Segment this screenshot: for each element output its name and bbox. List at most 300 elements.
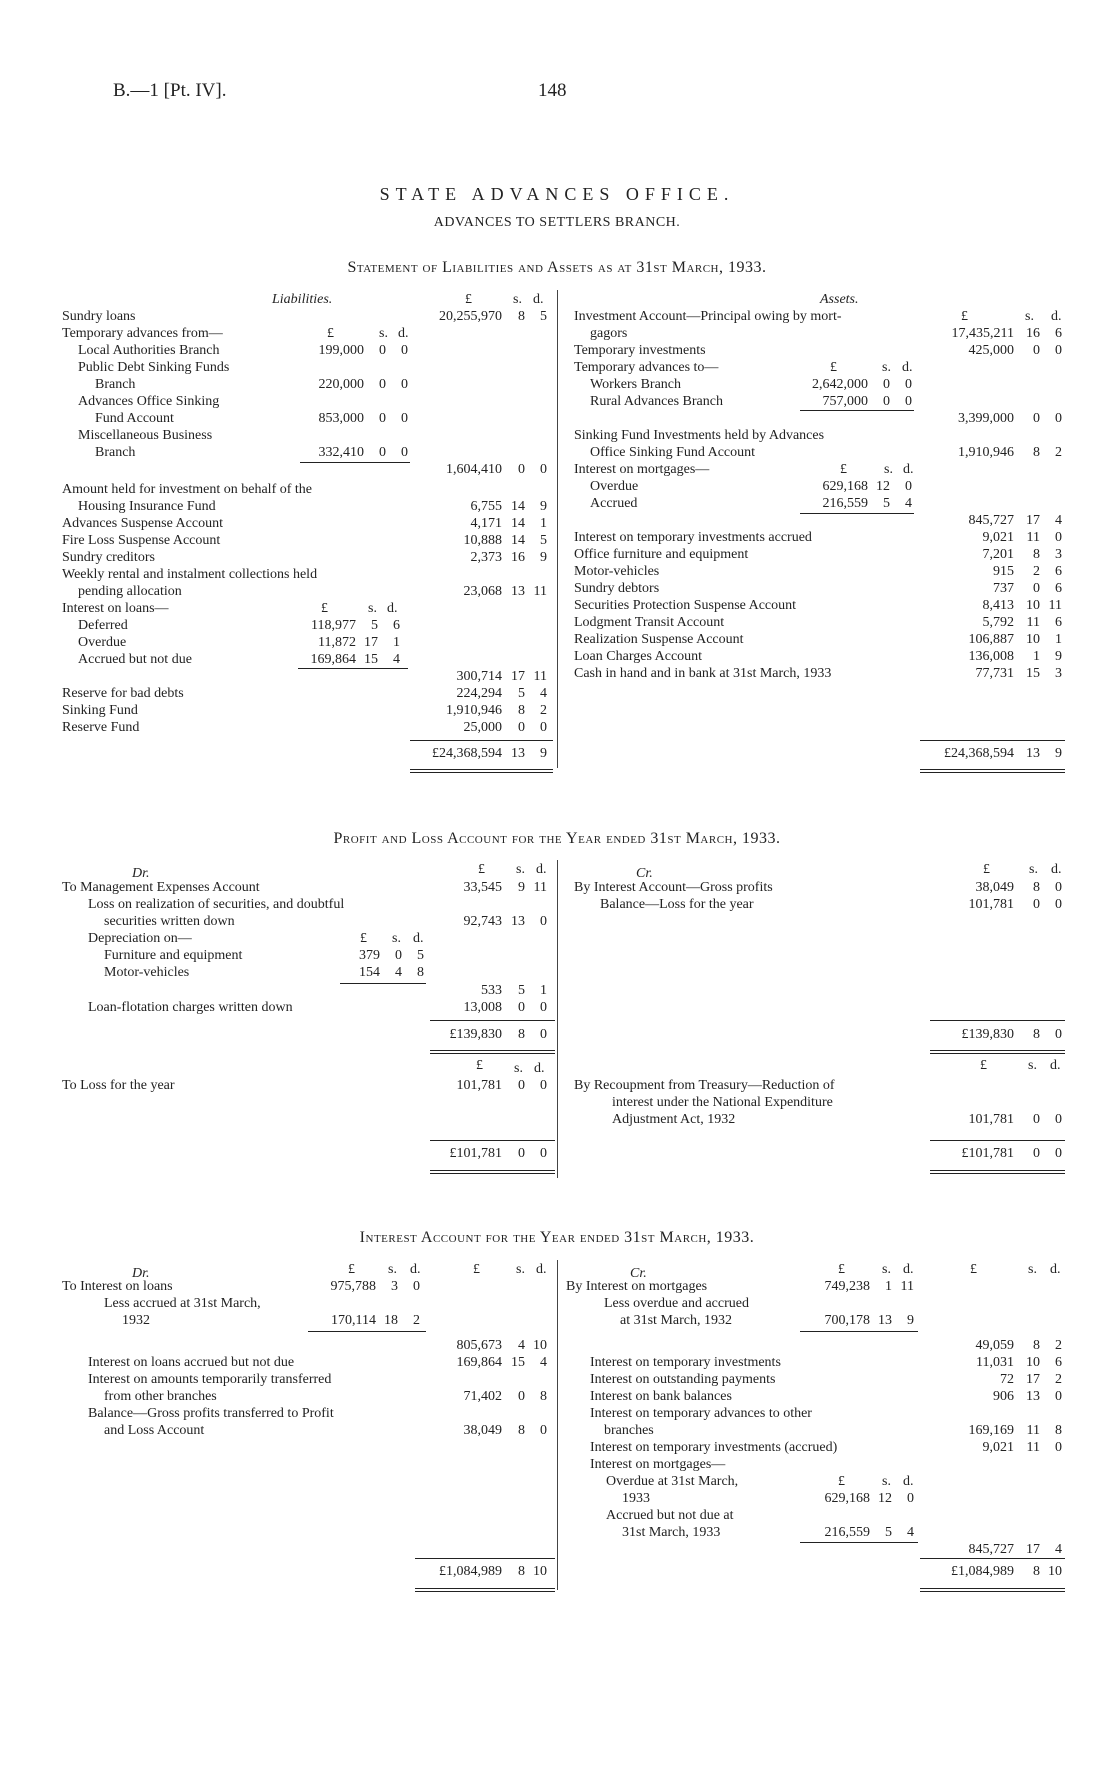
amount-shillings: 15 xyxy=(511,1355,525,1370)
amount-shillings: 0 xyxy=(379,411,386,426)
amount-pence: 8 xyxy=(540,1389,547,1404)
pl-recoup-label-cont2: Adjustment Act, 1932 xyxy=(612,1112,736,1127)
amount-pounds: 1,910,946 xyxy=(958,445,1014,460)
amount-pounds: 101,781 xyxy=(968,897,1014,912)
total-shillings: 13 xyxy=(511,746,525,761)
amount-shillings: 16 xyxy=(511,550,525,565)
amount-pounds: 4,171 xyxy=(470,516,502,531)
amount-pence: 0 xyxy=(540,1000,547,1015)
amount-pence: 2 xyxy=(1055,1338,1062,1353)
total-rule xyxy=(930,1020,1065,1021)
amount-pence: 0 xyxy=(540,914,547,929)
amount-pounds: 154 xyxy=(359,965,380,980)
currency-pound-header: £ xyxy=(321,601,328,616)
amount-pence: 9 xyxy=(540,550,547,565)
amount-pounds: 975,788 xyxy=(330,1279,376,1294)
balance-sheet-divider xyxy=(557,290,558,768)
amount-pence: 8 xyxy=(417,965,424,980)
currency-pound-header: £ xyxy=(327,326,334,341)
amount-pence: 8 xyxy=(1055,1423,1062,1438)
amount-pounds: 169,169 xyxy=(968,1423,1014,1438)
total-pounds: £1,084,989 xyxy=(951,1564,1014,1579)
amount-shillings: 0 xyxy=(518,720,525,735)
liab-amount-held-label: Amount held for investment on behalf of the xyxy=(62,482,312,497)
currency-shilling-header: s. xyxy=(516,1262,525,1277)
amount-pounds: 77,731 xyxy=(975,666,1014,681)
amount-pence: 0 xyxy=(401,343,408,358)
amount-pence: 0 xyxy=(401,377,408,392)
amount-pence: 2 xyxy=(1055,1372,1062,1387)
total-double-rule xyxy=(430,1050,555,1054)
liab-aosf-label-cont: Fund Account xyxy=(95,411,174,426)
balance-sheet-title: Statement of Liabilities and Assets as at 31st March, 1933. xyxy=(347,259,767,276)
subtotal-rule xyxy=(800,1542,918,1543)
amount-pence: 0 xyxy=(540,1423,547,1438)
amount-pounds: 92,743 xyxy=(463,914,502,929)
subtotal-rule xyxy=(308,1331,426,1332)
amount-pence: 11 xyxy=(533,669,547,684)
amount-shillings: 5 xyxy=(885,1525,892,1540)
total-double-rule xyxy=(920,769,1065,773)
amount-pounds: 737 xyxy=(993,581,1014,596)
asset-motor-label: Motor-vehicles xyxy=(574,564,660,579)
currency-shilling-header: s. xyxy=(379,326,388,341)
asset-workers-label: Workers Branch xyxy=(590,377,682,392)
amount-pence: 0 xyxy=(1055,1389,1062,1404)
pl-loss-label: Loss on realization of securities, and doubtful xyxy=(88,897,345,912)
ia-cr-accrued-label-cont: 31st March, 1933 xyxy=(622,1525,721,1540)
total-double-rule xyxy=(930,1050,1065,1054)
amount-pence: 4 xyxy=(540,1355,547,1370)
amount-shillings: 11 xyxy=(1026,1423,1040,1438)
ia-cr-mortgages2-label: Interest on mortgages— xyxy=(590,1457,726,1472)
amount-pounds: 169,864 xyxy=(310,652,356,667)
amount-pence: 0 xyxy=(540,1078,547,1093)
currency-shilling-header: s. xyxy=(882,360,891,375)
currency-shilling-header: s. xyxy=(1029,862,1038,877)
amount-shillings: 11 xyxy=(1026,615,1040,630)
amount-pence: 0 xyxy=(1055,1440,1062,1455)
asset-temp-advances-label: Temporary advances to— xyxy=(574,360,719,375)
amount-shillings: 8 xyxy=(518,1423,525,1438)
currency-pound-header: £ xyxy=(465,292,472,307)
amount-pence: 10 xyxy=(533,1338,547,1353)
total-pounds: £139,830 xyxy=(449,1027,502,1042)
currency-pence-header: d. xyxy=(533,292,544,307)
total-pounds: £1,084,989 xyxy=(439,1564,502,1579)
subtotal-rule xyxy=(300,462,410,463)
amount-pounds: 8,413 xyxy=(982,598,1014,613)
amount-pence: 4 xyxy=(1055,1542,1062,1557)
amount-pence: 4 xyxy=(907,1525,914,1540)
amount-shillings: 1 xyxy=(1033,649,1040,664)
currency-pence-header: d. xyxy=(903,462,914,477)
total-pence: 9 xyxy=(1055,746,1062,761)
amount-pounds: 5,792 xyxy=(982,615,1014,630)
ia-balance-label: Balance—Gross profits transferred to Profit xyxy=(88,1406,334,1421)
currency-pound-header: £ xyxy=(970,1262,977,1277)
total-rule xyxy=(920,1558,1065,1559)
ia-amounts-label-cont: from other branches xyxy=(104,1389,217,1404)
subtotal-rule xyxy=(800,1331,918,1332)
currency-pound-header: £ xyxy=(348,1262,355,1277)
total-pounds: £101,781 xyxy=(449,1146,502,1161)
currency-pence-header: d. xyxy=(1050,1058,1061,1073)
amount-shillings: 0 xyxy=(1033,581,1040,596)
amount-pounds: 853,000 xyxy=(318,411,364,426)
ia-cr-branches-label: Interest on temporary advances to other xyxy=(590,1406,812,1421)
amount-pence: 0 xyxy=(1055,1112,1062,1127)
total-shillings: 8 xyxy=(1033,1564,1040,1579)
currency-shilling-header: s. xyxy=(514,1061,523,1076)
amount-shillings: 1 xyxy=(885,1279,892,1294)
currency-shilling-header: s. xyxy=(513,292,522,307)
amount-pounds: 629,168 xyxy=(824,1491,870,1506)
ia-cr-outstanding-label: Interest on outstanding payments xyxy=(590,1372,776,1387)
amount-pounds: 11,031 xyxy=(976,1355,1014,1370)
amount-shillings: 17 xyxy=(364,635,378,650)
liab-deferred-label: Deferred xyxy=(78,618,128,633)
amount-shillings: 11 xyxy=(1026,1440,1040,1455)
amount-pounds: 6,755 xyxy=(470,499,502,514)
amount-pounds: 71,402 xyxy=(463,1389,502,1404)
amount-pounds: 101,781 xyxy=(456,1078,502,1093)
liab-weekly-label: Weekly rental and instalment collections held xyxy=(62,567,318,582)
liab-bad-debts-label: Reserve for bad debts xyxy=(62,686,184,701)
asset-cash-label: Cash in hand and in bank at 31st March, 1933 xyxy=(574,666,832,681)
liab-overdue-label: Overdue xyxy=(78,635,127,650)
currency-shilling-header: s. xyxy=(516,862,525,877)
amount-pence: 11 xyxy=(1048,598,1062,613)
amount-shillings: 15 xyxy=(1026,666,1040,681)
liab-creditors-label: Sundry creditors xyxy=(62,550,155,565)
amount-pounds: 7,201 xyxy=(982,547,1014,562)
amount-pence: 0 xyxy=(905,394,912,409)
currency-shilling-header: s. xyxy=(882,1262,891,1277)
currency-shilling-header: s. xyxy=(884,462,893,477)
amount-pounds: 629,168 xyxy=(822,479,868,494)
total-pounds: £101,781 xyxy=(961,1146,1014,1161)
amount-pounds: 9,021 xyxy=(982,1440,1014,1455)
amount-pounds: 216,559 xyxy=(822,496,868,511)
amount-shillings: 14 xyxy=(511,516,525,531)
liab-reserve-label: Reserve Fund xyxy=(62,720,140,735)
currency-pence-header: d. xyxy=(410,1262,421,1277)
amount-pence: 0 xyxy=(907,1491,914,1506)
pl-dr-heading: Dr. xyxy=(132,866,150,881)
pl-mgmt-label: To Management Expenses Account xyxy=(62,880,260,895)
amount-pence: 3 xyxy=(1055,666,1062,681)
amount-shillings: 10 xyxy=(1026,632,1040,647)
amount-shillings: 0 xyxy=(883,377,890,392)
asset-lodgment-label: Lodgment Transit Account xyxy=(574,615,725,630)
pl-dep-motor-label: Motor-vehicles xyxy=(104,965,190,980)
amount-pounds: 224,294 xyxy=(456,686,502,701)
amount-pounds: 749,238 xyxy=(824,1279,870,1294)
currency-pence-header: d. xyxy=(1051,862,1062,877)
currency-pence-header: d. xyxy=(1050,1262,1061,1277)
amount-pounds: 2,373 xyxy=(470,550,502,565)
amount-pence: 0 xyxy=(540,720,547,735)
asset-realization-label: Realization Suspense Account xyxy=(574,632,744,647)
ia-cr-overdue-label: Overdue at 31st March, xyxy=(606,1474,739,1489)
total-shillings: 0 xyxy=(518,1146,525,1161)
amount-pence: 0 xyxy=(905,377,912,392)
pl-cr-heading: Cr. xyxy=(636,866,653,881)
amount-shillings: 13 xyxy=(1026,1389,1040,1404)
currency-pence-header: d. xyxy=(387,601,398,616)
ia-accrued-label: Interest on loans accrued but not due xyxy=(88,1355,295,1370)
currency-pence-header: d. xyxy=(398,326,409,341)
amount-pence: 0 xyxy=(401,411,408,426)
pl-title: Profit and Loss Account for the Year ended 31st March, 1933. xyxy=(333,830,781,847)
amount-pence: 2 xyxy=(540,703,547,718)
amount-pounds: 25,000 xyxy=(463,720,502,735)
total-rule xyxy=(415,1558,555,1559)
asset-sinking-label-cont: Office Sinking Fund Account xyxy=(590,445,756,460)
total-pence: 10 xyxy=(533,1564,547,1579)
currency-pence-header: d. xyxy=(534,1061,545,1076)
ia-cr-temp-inv-label: Interest on temporary investments xyxy=(590,1355,781,1370)
liab-temp-advances-label: Temporary advances from— xyxy=(62,326,223,341)
amount-pounds: 2,642,000 xyxy=(812,377,868,392)
amount-pence: 1 xyxy=(540,516,547,531)
liab-fire-loss-label: Fire Loss Suspense Account xyxy=(62,533,221,548)
amount-pounds: 332,410 xyxy=(318,445,364,460)
total-shillings: 8 xyxy=(1033,1027,1040,1042)
total-double-rule xyxy=(920,1588,1065,1592)
asset-temp-investments-label: Temporary investments xyxy=(574,343,706,358)
total-pence: 0 xyxy=(1055,1027,1062,1042)
amount-pounds: 906 xyxy=(993,1389,1014,1404)
amount-pence: 5 xyxy=(540,533,547,548)
currency-shilling-header: s. xyxy=(368,601,377,616)
currency-shilling-header: s. xyxy=(1028,1058,1037,1073)
currency-pound-header: £ xyxy=(961,309,968,324)
amount-pounds: 379 xyxy=(359,948,380,963)
pl-cr-interest-label: By Interest Account—Gross profits xyxy=(574,880,773,895)
asset-int-temp-label: Interest on temporary investments accrued xyxy=(574,530,812,545)
liab-interest-label: Interest on loans— xyxy=(62,601,169,616)
ia-dr-heading: Dr. xyxy=(132,1266,150,1281)
amount-pounds: 33,545 xyxy=(463,880,502,895)
liab-pdsf-label-cont: Branch xyxy=(95,377,136,392)
amount-shillings: 8 xyxy=(1033,880,1040,895)
asset-sinking-label: Sinking Fund Investments held by Advances xyxy=(574,428,825,443)
amount-pence: 1 xyxy=(540,983,547,998)
amount-shillings: 0 xyxy=(1033,897,1040,912)
total-pounds: £139,830 xyxy=(961,1027,1014,1042)
amount-shillings: 0 xyxy=(518,1000,525,1015)
amount-shillings: 10 xyxy=(1026,1355,1040,1370)
amount-pence: 0 xyxy=(1055,897,1062,912)
liab-misc-label-cont: Branch xyxy=(95,445,136,460)
ia-cr-heading: Cr. xyxy=(630,1266,647,1281)
currency-pound-header: £ xyxy=(360,931,367,946)
liab-sinking-label: Sinking Fund xyxy=(62,703,138,718)
amount-pounds: 1,910,946 xyxy=(446,703,502,718)
ia-cr-overdue-label-cont: 1933 xyxy=(622,1491,650,1506)
amount-shillings: 13 xyxy=(511,584,525,599)
ia-loans-label: To Interest on loans xyxy=(62,1279,173,1294)
amount-shillings: 4 xyxy=(518,1338,525,1353)
amount-pence: 4 xyxy=(540,686,547,701)
amount-shillings: 0 xyxy=(883,394,890,409)
amount-pence: 0 xyxy=(540,462,547,477)
asset-securities-label: Securities Protection Suspense Account xyxy=(574,598,797,613)
currency-pound-header: £ xyxy=(838,1262,845,1277)
asset-debtors-label: Sundry debtors xyxy=(574,581,660,596)
amount-shillings: 0 xyxy=(518,1389,525,1404)
amount-pounds: 220,000 xyxy=(318,377,364,392)
pl-divider xyxy=(557,860,558,1178)
amount-pounds: 845,727 xyxy=(968,513,1014,528)
amount-pounds: 3,399,000 xyxy=(958,411,1014,426)
amount-pence: 0 xyxy=(401,445,408,460)
document-reference: B.—1 [Pt. IV]. xyxy=(113,80,227,101)
currency-shilling-header: s. xyxy=(388,1262,397,1277)
total-pence: 10 xyxy=(1048,1564,1062,1579)
amount-shillings: 14 xyxy=(511,499,525,514)
asset-investment-label: Investment Account—Principal owing by mort- xyxy=(574,309,842,324)
total-shillings: 8 xyxy=(518,1027,525,1042)
amount-shillings: 0 xyxy=(518,462,525,477)
amount-shillings: 0 xyxy=(379,445,386,460)
amount-pounds: 757,000 xyxy=(822,394,868,409)
amount-shillings: 18 xyxy=(384,1313,398,1328)
subtotal-rule xyxy=(298,668,408,669)
page-number: 148 xyxy=(538,80,567,101)
amount-pence: 4 xyxy=(393,652,400,667)
currency-shilling-header: s. xyxy=(1025,309,1034,324)
currency-pence-header: d. xyxy=(413,931,424,946)
currency-shilling-header: s. xyxy=(392,931,401,946)
currency-pence-header: d. xyxy=(903,1262,914,1277)
currency-pence-header: d. xyxy=(536,862,547,877)
liab-sundry-loans-label: Sundry loans xyxy=(62,309,136,324)
amount-pounds: 1,604,410 xyxy=(446,462,502,477)
ia-amounts-label: Interest on amounts temporarily transferred xyxy=(88,1372,332,1387)
ia-less-label-cont: 1932 xyxy=(122,1313,150,1328)
amount-shillings: 0 xyxy=(1033,343,1040,358)
amount-pence: 0 xyxy=(1055,343,1062,358)
amount-pence: 1 xyxy=(393,635,400,650)
amount-shillings: 5 xyxy=(371,618,378,633)
amount-pence: 0 xyxy=(1055,530,1062,545)
asset-accrued-label: Accrued xyxy=(590,496,638,511)
amount-pounds: 11,872 xyxy=(318,635,356,650)
amount-shillings: 8 xyxy=(518,309,525,324)
total-pounds: £24,368,594 xyxy=(432,746,502,761)
pl-dep-furniture-label: Furniture and equipment xyxy=(104,948,243,963)
liabilities-heading: Liabilities. xyxy=(272,292,333,307)
amount-pence: 6 xyxy=(1055,326,1062,341)
amount-pounds: 805,673 xyxy=(456,1338,502,1353)
pl-cr-balance-label: Balance—Loss for the year xyxy=(600,897,754,912)
amount-shillings: 8 xyxy=(518,703,525,718)
amount-pounds: 13,008 xyxy=(463,1000,502,1015)
liab-suspense-label: Advances Suspense Account xyxy=(62,516,223,531)
total-rule xyxy=(920,740,1065,741)
amount-shillings: 0 xyxy=(1033,1112,1040,1127)
amount-pence: 5 xyxy=(417,948,424,963)
pl-recoup-label: By Recoupment from Treasury—Reduction of xyxy=(574,1078,835,1093)
asset-rural-label: Rural Advances Branch xyxy=(590,394,723,409)
ia-cr-less-label: Less overdue and accrued xyxy=(604,1296,749,1311)
amount-shillings: 8 xyxy=(1033,445,1040,460)
asset-furniture-label: Office furniture and equipment xyxy=(574,547,749,562)
total-shillings: 8 xyxy=(518,1564,525,1579)
currency-pound-header: £ xyxy=(473,1262,480,1277)
liab-amount-held-label-cont: Housing Insurance Fund xyxy=(78,499,216,514)
pl-depreciation-label: Depreciation on— xyxy=(88,931,192,946)
amount-shillings: 10 xyxy=(1026,598,1040,613)
total-pence: 0 xyxy=(540,1146,547,1161)
amount-shillings: 5 xyxy=(518,983,525,998)
amount-shillings: 15 xyxy=(364,652,378,667)
amount-pounds: 300,714 xyxy=(456,669,502,684)
amount-pence: 0 xyxy=(413,1279,420,1294)
amount-pence: 1 xyxy=(1055,632,1062,647)
liab-weekly-label-cont: pending allocation xyxy=(78,584,182,599)
subtotal-rule xyxy=(800,513,914,514)
total-pence: 9 xyxy=(540,746,547,761)
amount-pounds: 72 xyxy=(1000,1372,1014,1387)
liab-misc-label: Miscellaneous Business xyxy=(78,428,213,443)
currency-pound-header: £ xyxy=(478,862,485,877)
ia-cr-less-label-cont: at 31st March, 1932 xyxy=(620,1313,732,1328)
amount-shillings: 13 xyxy=(511,914,525,929)
amount-pounds: 170,114 xyxy=(331,1313,376,1328)
amount-pounds: 118,977 xyxy=(311,618,356,633)
total-double-rule xyxy=(415,1588,555,1592)
ia-cr-accrued-label: Accrued but not due at xyxy=(606,1508,734,1523)
amount-pounds: 49,059 xyxy=(975,1338,1014,1353)
amount-pounds: 915 xyxy=(993,564,1014,579)
amount-pounds: 106,887 xyxy=(968,632,1014,647)
asset-loan-charges-label: Loan Charges Account xyxy=(574,649,703,664)
amount-shillings: 0 xyxy=(379,343,386,358)
amount-pounds: 17,435,211 xyxy=(951,326,1014,341)
liab-pdsf-label: Public Debt Sinking Funds xyxy=(78,360,230,375)
amount-pence: 6 xyxy=(1055,581,1062,596)
amount-pence: 6 xyxy=(1055,615,1062,630)
amount-shillings: 8 xyxy=(1033,1338,1040,1353)
total-rule xyxy=(430,1020,555,1021)
amount-pence: 6 xyxy=(393,618,400,633)
ia-title: Interest Account for the Year ended 31st March, 1933. xyxy=(359,1229,755,1246)
currency-pound-header: £ xyxy=(830,360,837,375)
amount-shillings: 9 xyxy=(518,880,525,895)
ia-balance-label-cont: and Loss Account xyxy=(104,1423,205,1438)
currency-pence-header: d. xyxy=(1051,309,1062,324)
currency-pound-header: £ xyxy=(476,1058,483,1073)
amount-pence: 0 xyxy=(1055,411,1062,426)
liab-aosf-label: Advances Office Sinking xyxy=(78,394,220,409)
total-double-rule xyxy=(930,1170,1065,1174)
amount-pence: 3 xyxy=(1055,547,1062,562)
total-rule xyxy=(410,740,553,741)
ia-cr-mortgages-label: By Interest on mortgages xyxy=(566,1279,708,1294)
amount-pounds: 101,781 xyxy=(968,1112,1014,1127)
total-double-rule xyxy=(410,769,553,773)
ia-divider xyxy=(557,1260,558,1590)
amount-pounds: 20,255,970 xyxy=(439,309,502,324)
amount-pence: 0 xyxy=(905,479,912,494)
total-double-rule xyxy=(430,1170,555,1174)
amount-shillings: 11 xyxy=(1026,530,1040,545)
amount-pence: 2 xyxy=(413,1313,420,1328)
